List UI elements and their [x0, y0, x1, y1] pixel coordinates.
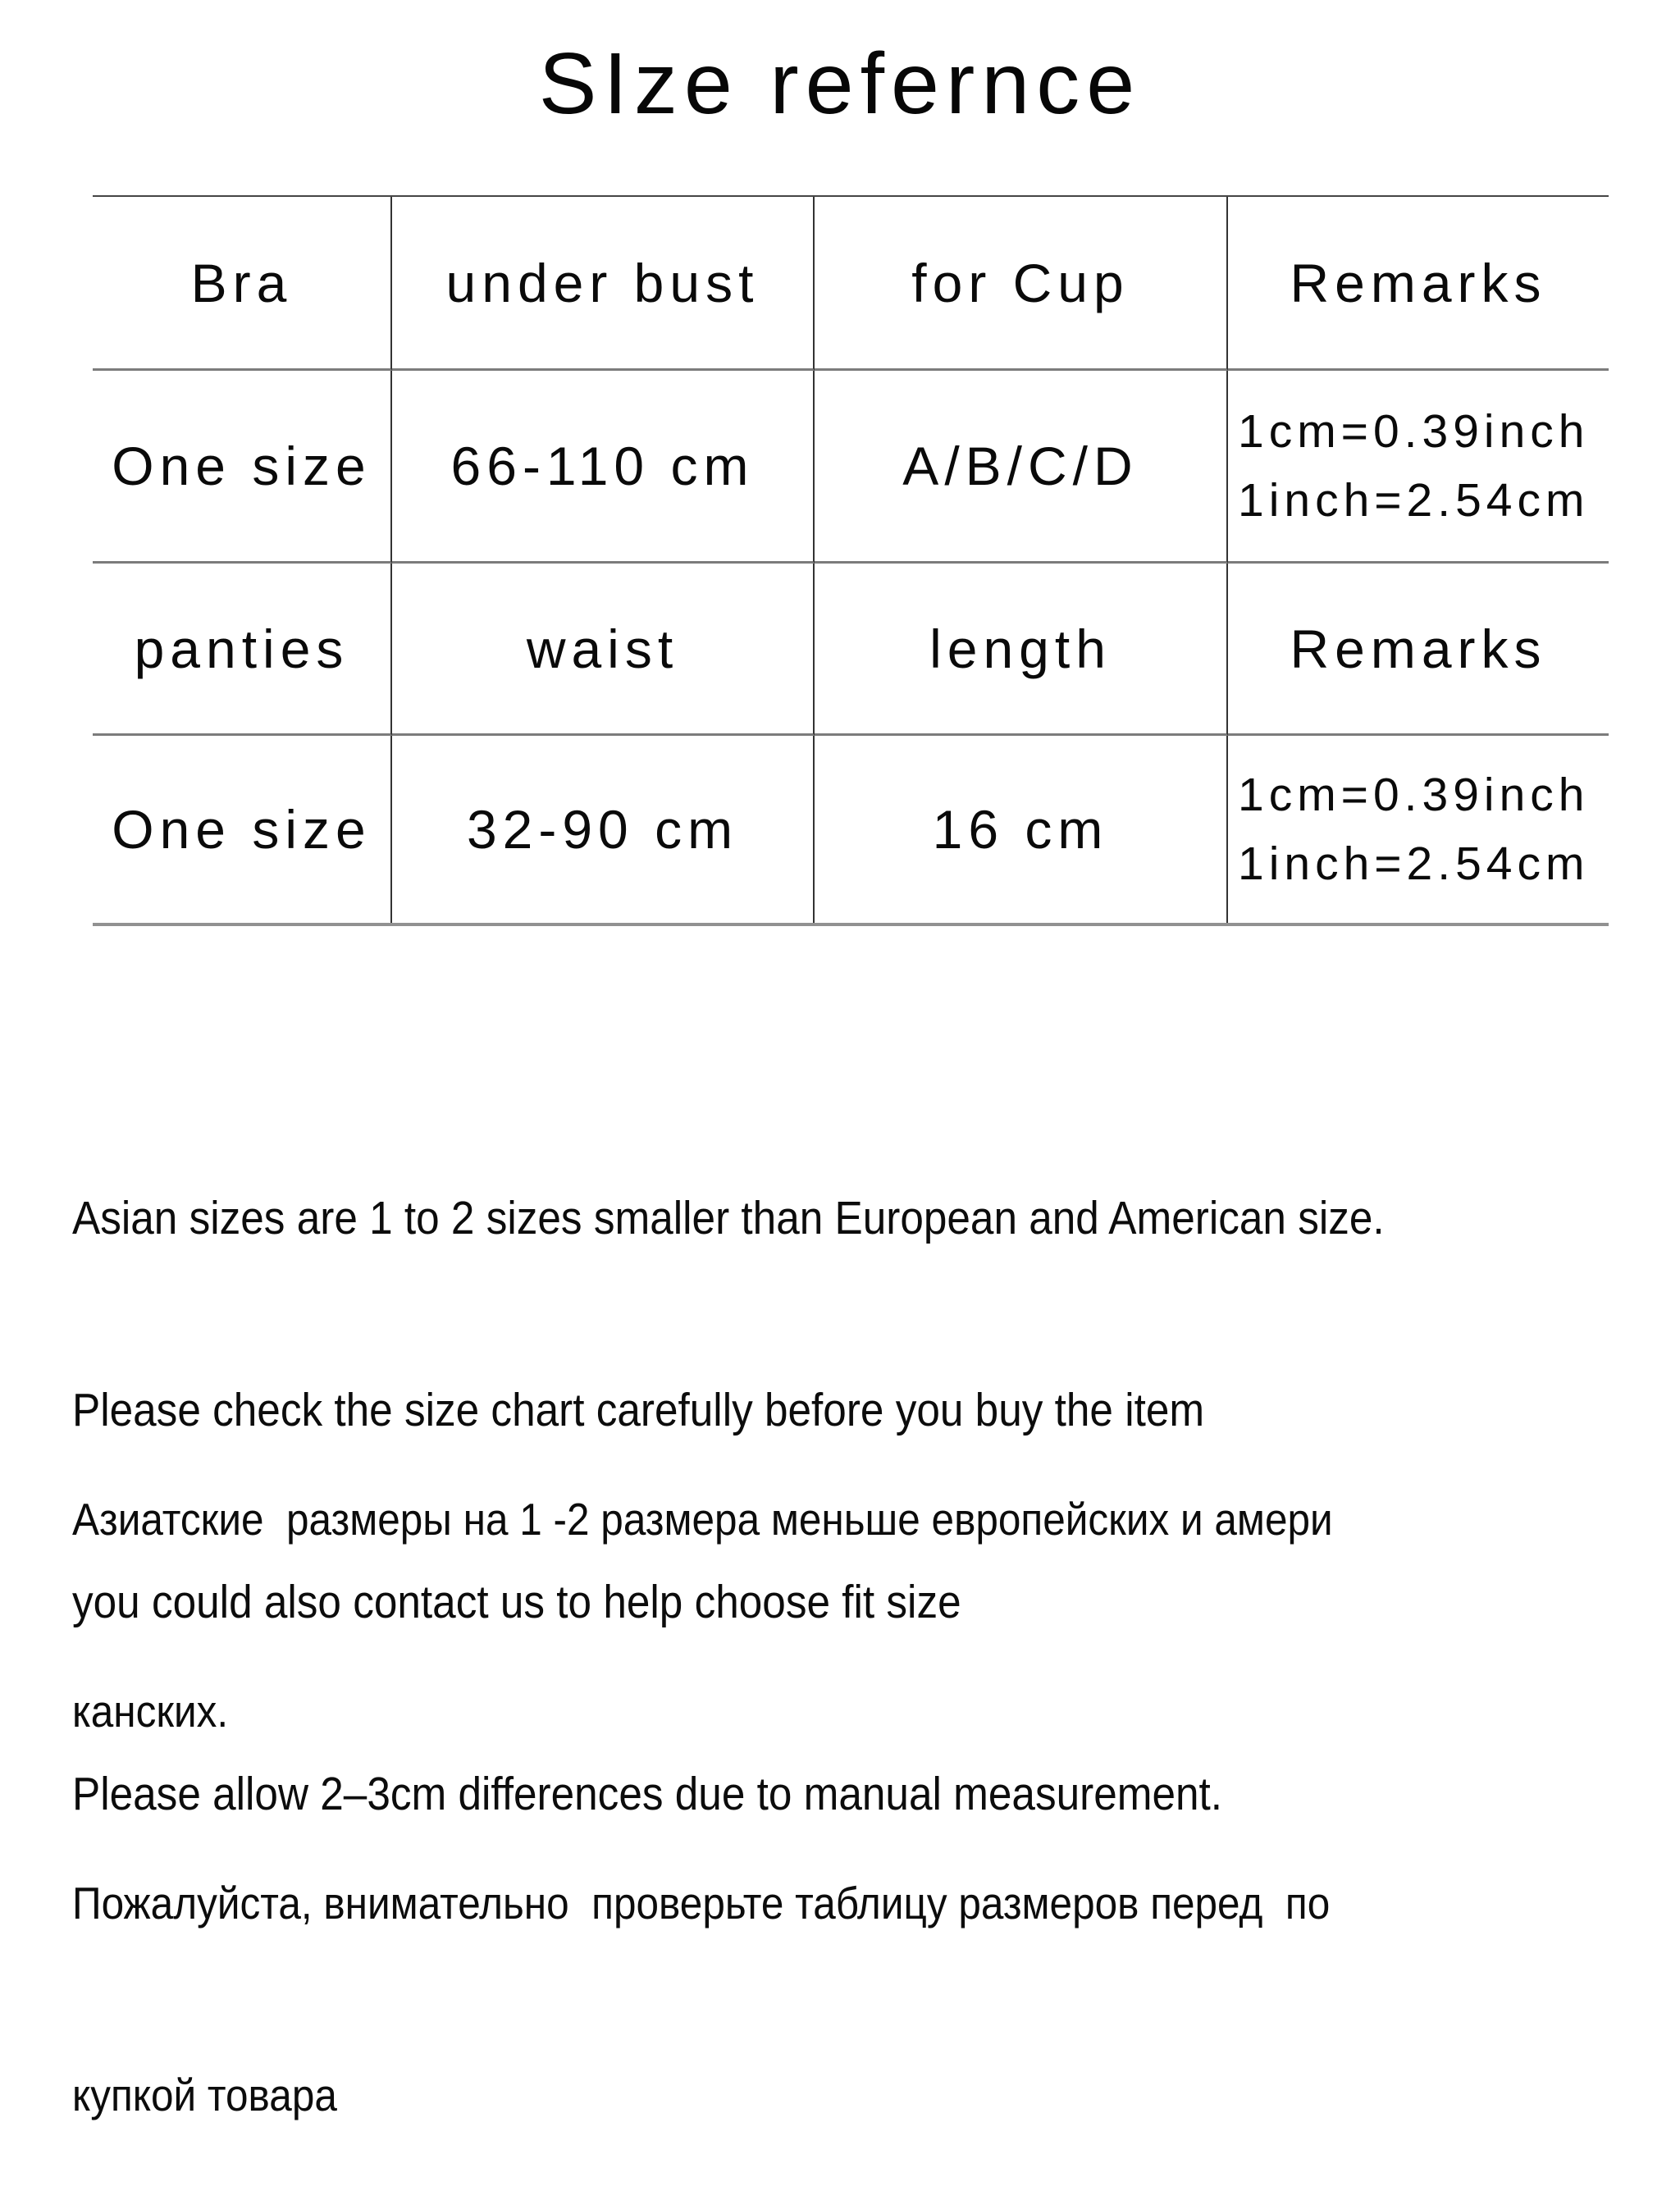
bra-remarks-cell: [1228, 371, 1609, 564]
bra-under-bust-value: 66-110 cm: [392, 371, 815, 564]
bra-remark-line-1: 1cm=0.39inch: [1238, 405, 1590, 458]
panties-remarks-header: Remarks: [1228, 564, 1609, 736]
header-cell-for-cup: for Cup: [815, 197, 1228, 371]
header-cell-under-bust: under bust: [392, 197, 815, 371]
panties-remarks-cell: [1228, 736, 1609, 923]
bra-remark-line-2: 1inch=2.54cm: [1238, 474, 1590, 527]
panties-remark-line-1: 1cm=0.39inch: [1238, 769, 1590, 821]
bra-size-label: One size: [93, 371, 392, 564]
panties-length-value: 16 cm: [815, 736, 1228, 923]
panties-remark-line-2: 1inch=2.54cm: [1238, 838, 1590, 890]
header-cell-bra: Bra: [93, 197, 392, 371]
panties-label: panties: [93, 564, 392, 736]
panties-length-header: length: [815, 564, 1228, 736]
header-cell-remarks: Remarks: [1228, 197, 1609, 371]
panties-waist-header: waist: [392, 564, 815, 736]
size-reference-table: [93, 195, 1609, 926]
page-title: SIze refernce: [538, 35, 1142, 132]
panties-size-label: One size: [93, 736, 392, 923]
bra-cup-value: A/B/C/D: [815, 371, 1228, 564]
note-en-line-1: Asian sizes are 1 to 2 sizes smaller than European and American size.: [72, 1192, 1385, 1244]
note-en-line-2: Please check the size chart carefully before you buy the item: [72, 1384, 1205, 1436]
note-ru-line-3: Пожалуйста, внимательно проверьте таблицу размеров перед по: [72, 1878, 1331, 1929]
note-ru-line-2: канских.: [72, 1686, 229, 1737]
notes-russian: [72, 1359, 1333, 2191]
note-en-line-4: Please allow 2–3cm differences due to manual measurement.: [72, 1768, 1223, 1820]
panties-waist-value: 32-90 cm: [392, 736, 815, 923]
note-en-line-3: you could also contact us to help choose fit size: [72, 1576, 961, 1628]
note-ru-line-4: купкой товара: [72, 2070, 337, 2120]
note-ru-line-1: Азиатские размеры на 1 -2 размера меньше европейских и амери: [72, 1494, 1333, 1545]
